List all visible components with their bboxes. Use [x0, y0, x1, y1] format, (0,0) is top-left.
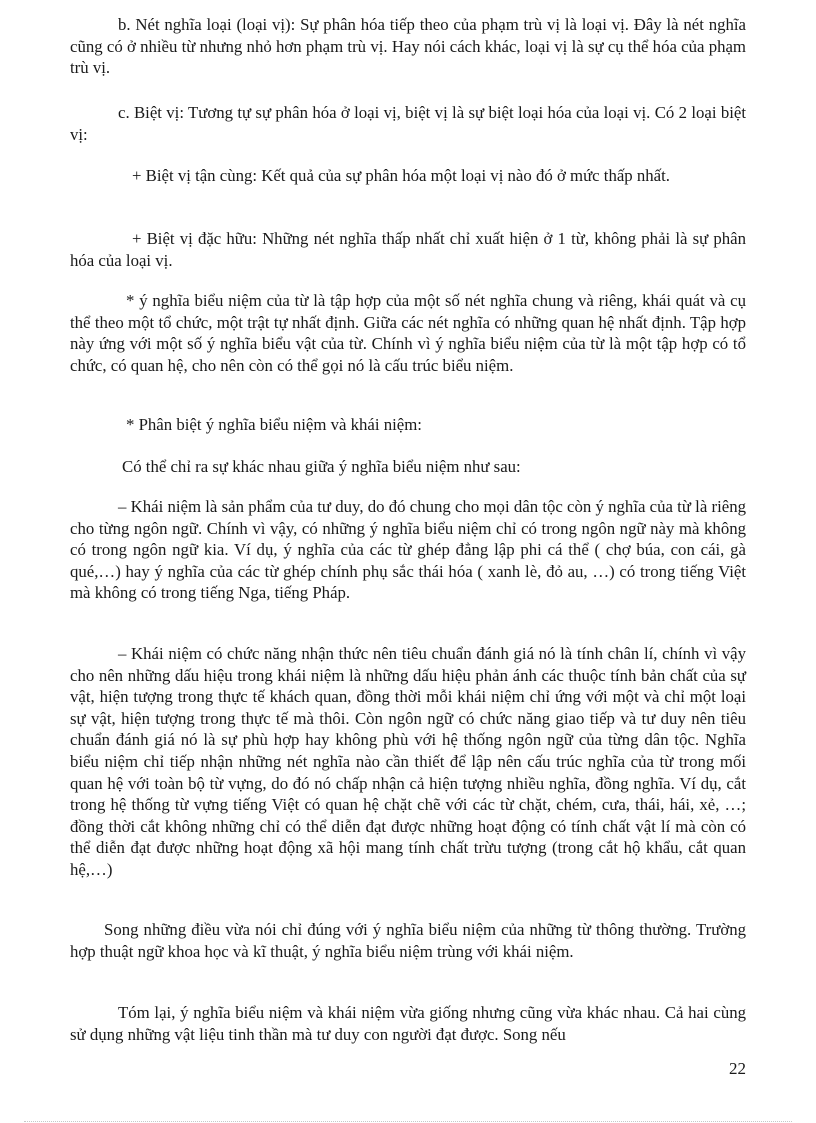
paragraph-khai-niem-san-pham: – Khái niệm là sản phẩm của tư duy, do đó chung cho mọi dân tộc còn ý nghĩa của từ là riêng cho từng ngôn ngữ. Chính vì vậy, có những ý nghĩa biểu niệm chỉ có trong ngôn ngữ này mà không có trong ngôn ngữ kia. Ví dụ, ý nghĩa của các từ ghép đẳng lập phi cá thể ( chợ búa, con cái, gà qué,…) hay ý nghĩa của các từ ghép chính phụ sắc thái hóa ( xanh lè, đỏ au, …) có trong tiếng Việt mà không có trong tiếng Nga, tiếng Pháp.: [70, 497, 746, 603]
paragraph-biet-vi-tan-cung: + Biệt vị tận cùng: Kết quả của sự phân hóa một loại vị nào đó ở mức thấp nhất.: [132, 166, 670, 185]
page-bottom-divider: [24, 1121, 792, 1122]
page-number: 22: [729, 1059, 746, 1078]
paragraph-y-nghia-bieu-niem: * ý nghĩa biểu niệm của từ là tập hợp của một số nét nghĩa chung và riêng, khái quát và cụ thể theo một tổ chức, một trật tự nhất định. Giữa các nét nghĩa có những quan hệ nhất định. Tập hợp này ứng với một số ý nghĩa biểu vật của từ. Chính vì ý nghĩa biểu niệm của từ là một tập hợp có tổ chức, có quan hệ, cho nên còn có thể gọi nó là cấu trúc biểu niệm.: [70, 291, 746, 375]
paragraph-biet-vi: c. Biệt vị: Tương tự sự phân hóa ở loại vị, biệt vị là sự biệt loại hóa của loại vị. Có 2 loại biệt vị:: [70, 103, 746, 144]
paragraph-khai-niem-chuc-nang: – Khái niệm có chức năng nhận thức nên tiêu chuẩn đánh giá nó là tính chân lí, chính vì vậy cho nên những dấu hiệu trong khái niệm là những dấu hiệu phản ánh các thuộc tính bản chất của sự vật, hiện tượng trong thực tế khách quan, đồng thời mỗi khái niệm chỉ ứng với một và chỉ một loại sự vật, hiện tượng trong thực tế mà thôi. Còn ngôn ngữ có chức năng giao tiếp và tư duy nên tiêu chuẩn đánh giá nó là sự phù hợp hay không phù với hệ thống ngôn ngữ của từng dân tộc. Nghĩa biểu niệm chỉ tiếp nhận những nét nghĩa nào cần thiết để lập nên cấu trúc nghĩa của từ trong mối quan hệ với toàn bộ từ vựng, do đó nó chấp nhận cả hiện tượng nhiều nghĩa, đồng nghĩa. Ví dụ, cắt trong hệ thống từ vựng tiếng Việt có quan hệ chặt chẽ với các từ chặt, chém, cưa, thái, hái, xẻ, …; đồng thời cắt không những chỉ có thể diễn đạt được những hoạt động có tính chất vật lí mà còn có thể diễn đạt được những hoạt động xã hội mang tính chất trừu tượng (trong cắt hộ khẩu, cắt quan hệ,…): [70, 644, 746, 879]
paragraph-loai-vi: b. Nét nghĩa loại (loại vị): Sự phân hóa tiếp theo của phạm trù vị là loại vị. Đây là nét nghĩa cũng có ở nhiều từ nhưng nhỏ hơn phạm trù vị. Hay nói cách khác, loại vị là sự cụ thể hóa của phạm trù vị.: [70, 15, 746, 78]
paragraph-khac-nhau-intro: Có thể chỉ ra sự khác nhau giữa ý nghĩa biểu niệm như sau:: [122, 457, 521, 476]
paragraph-phan-biet-heading: * Phân biệt ý nghĩa biểu niệm và khái niệm:: [126, 415, 422, 434]
paragraph-biet-vi-dac-huu: + Biệt vị đặc hữu: Những nét nghĩa thấp nhất chỉ xuất hiện ở 1 từ, không phải là sự phân hóa của loại vị.: [70, 229, 746, 270]
paragraph-tom-lai: Tóm lại, ý nghĩa biểu niệm và khái niệm vừa giống nhưng cũng vừa khác nhau. Cả hai cùng sử dụng những vật liệu tinh thần mà tư duy con người đạt được. Song nếu: [70, 1003, 746, 1044]
paragraph-song-nhung: Song những điều vừa nói chỉ đúng với ý nghĩa biểu niệm của những từ thông thường. Trường hợp thuật ngữ khoa học và kĩ thuật, ý nghĩa biểu niệm trùng với khái niệm.: [70, 920, 746, 961]
